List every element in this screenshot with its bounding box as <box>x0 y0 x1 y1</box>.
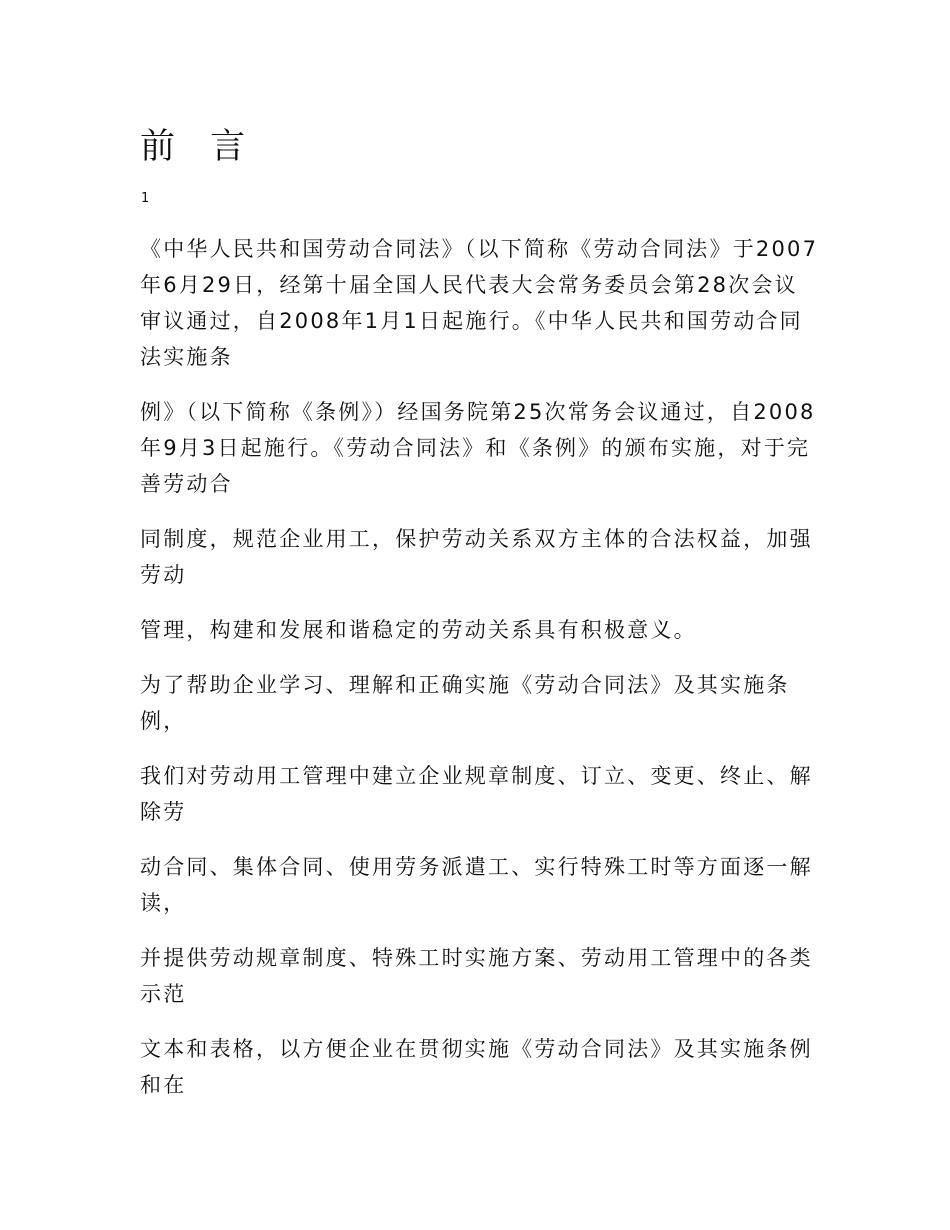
document-body <box>140 231 820 1122</box>
paragraph-2: 例》（以下简称《条例》）经国务院第25次常务会议通过，自2008年9月3日起施行。《劳动合同法》和《条例》的颁布实施，对于完善劳动合 <box>140 400 816 496</box>
paragraph-6: 我们对劳动用工管理中建立企业规章制度、订立、变更、终止、解除劳 <box>140 764 813 824</box>
paragraph-7: 动合同、集体合同、使用劳务派遣工、实行特殊工时等方面逐一解读， <box>140 855 813 915</box>
page-number: 1 <box>141 191 150 206</box>
paragraph-3: 同制度，规范企业用工，保护劳动关系双方主体的合法权益，加强劳动 <box>140 527 813 587</box>
page-title: 前 言 <box>140 127 258 167</box>
paragraph-9: 文本和表格，以方便企业在贯彻实施《劳动合同法》及其实施条例和在 <box>140 1037 813 1097</box>
paragraph-1: 《中华人民共和国劳动合同法》（以下简称《劳动合同法》于2007年6月29日，经第十届全国人民代表大会常务委员会第28次会议审议通过，自2008年1月1日起施行。《中华人民共和国劳动合同法实施条 <box>140 237 819 369</box>
paragraph-8: 并提供劳动规章制度、特殊工时实施方案、劳动用工管理中的各类示范 <box>140 946 813 1006</box>
paragraph-4: 管理，构建和发展和谐稳定的劳动关系具有积极意义。 <box>140 618 697 642</box>
paragraph-5: 为了帮助企业学习、理解和正确实施《劳动合同法》及其实施条例， <box>140 673 790 733</box>
